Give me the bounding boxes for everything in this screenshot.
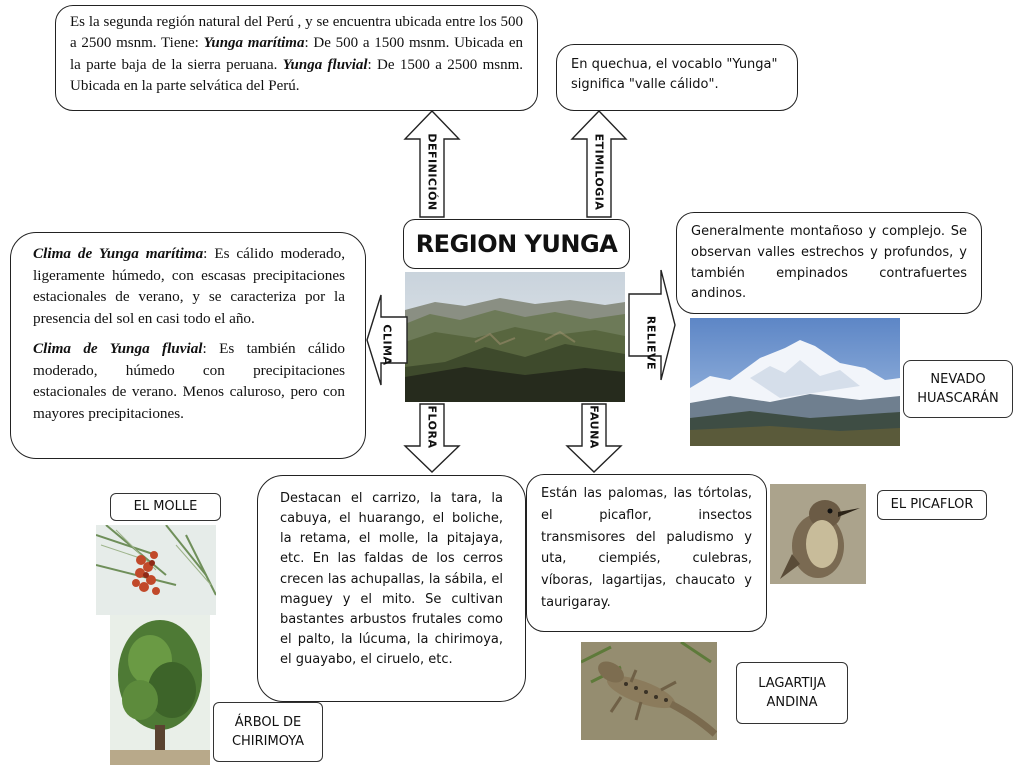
nevado-caption-line1: NEVADO bbox=[930, 371, 986, 387]
clima-box bbox=[10, 232, 366, 459]
chirimoya-caption-line2: CHIRIMOYA bbox=[231, 734, 305, 749]
definicion-box bbox=[55, 5, 538, 111]
flora-label: FLORA bbox=[425, 405, 439, 449]
chirimoya-caption-line1: ÁRBOL DE bbox=[234, 714, 302, 730]
etimologia-label: ETIMILOGIA bbox=[592, 133, 606, 211]
chirimoya-tree-photo bbox=[110, 615, 210, 765]
fauna-text: Están las palomas, las tórtolas, el picaflor, insectos transmisores del paludismo y uta, ciempiés, culebras, víboras, lagartijas, chaucato y taurigaray. bbox=[541, 486, 752, 611]
relieve-label: RELIEVE bbox=[644, 315, 658, 371]
el-picaflor-caption: EL PICAFLOR bbox=[877, 490, 987, 520]
el-molle-photo bbox=[96, 525, 216, 615]
nevado-caption-line2: HUASCARÁN bbox=[917, 391, 999, 406]
lagartija-andina-caption bbox=[736, 662, 848, 724]
clima-fluvial-text: Clima de Yunga fluvial: Es también cálido moderado, húmedo con precipitaciones estacionales de verano. Menos caluroso, pero con mayores precipitaciones. bbox=[33, 340, 345, 423]
nevado-huascaran-photo bbox=[690, 318, 900, 446]
yunga-landscape-photo bbox=[405, 272, 625, 402]
etimologia-text: En quechua, el vocablo "Yunga" significa "valle cálido". bbox=[571, 57, 778, 92]
arbol-chirimoya-caption bbox=[213, 702, 323, 762]
lagartija-caption-line2: ANDINA bbox=[766, 695, 818, 710]
fauna-box bbox=[526, 474, 767, 632]
page-title-box bbox=[403, 219, 630, 269]
picaflor-bird-photo bbox=[770, 484, 866, 584]
lagartija-andina-photo bbox=[581, 642, 717, 740]
etimologia-box bbox=[556, 44, 798, 111]
relieve-text: Generalmente montañoso y complejo. Se observan valles estrechos y profundos, y también empinados contrafuertes andinos. bbox=[691, 224, 967, 302]
definicion-label: DEFINICIÓN bbox=[425, 133, 439, 211]
flora-text: Destacan el carrizo, la tara, la cabuya, el huarango, el boliche, la retama, el molle, la pitajaya, etc. En las faldas de los cerros crecen las achupallas, la sábila, el maguey y el mito. Se cultivan bastantes arbustos frutales como el palto, la lúcuma, la chirimoya, el guayabo, el ciruelo, etc. bbox=[280, 491, 503, 668]
relieve-box bbox=[676, 212, 982, 314]
el-molle-caption: EL MOLLE bbox=[110, 493, 221, 521]
page-title: REGION YUNGA bbox=[415, 230, 618, 258]
lagartija-caption-line1: LAGARTIJA bbox=[758, 675, 826, 691]
fauna-label: FAUNA bbox=[587, 405, 601, 449]
clima-maritima-text: Clima de Yunga marítima: Es cálido moderado, ligeramente húmedo, con escasas precipitaciones estacionales de verano, y se caracteriza por la presencia del sol en casi todo el año. bbox=[33, 245, 345, 327]
flora-box bbox=[257, 475, 526, 702]
definicion-text: Es la segunda región natural del Perú , y se encuentra ubicada entre los 500 a 2500 msnm. Tiene: Yunga marítima: De 500 a 1500 msnm. Ubicada en la parte baja de la sierra peruana. Yunga fluvial: De 1500 a 2500 msnm. Ubicada en la parte selvática del Perú. bbox=[70, 14, 523, 94]
clima-label: CLIMA bbox=[380, 324, 394, 366]
nevado-huascaran-caption bbox=[903, 360, 1013, 418]
